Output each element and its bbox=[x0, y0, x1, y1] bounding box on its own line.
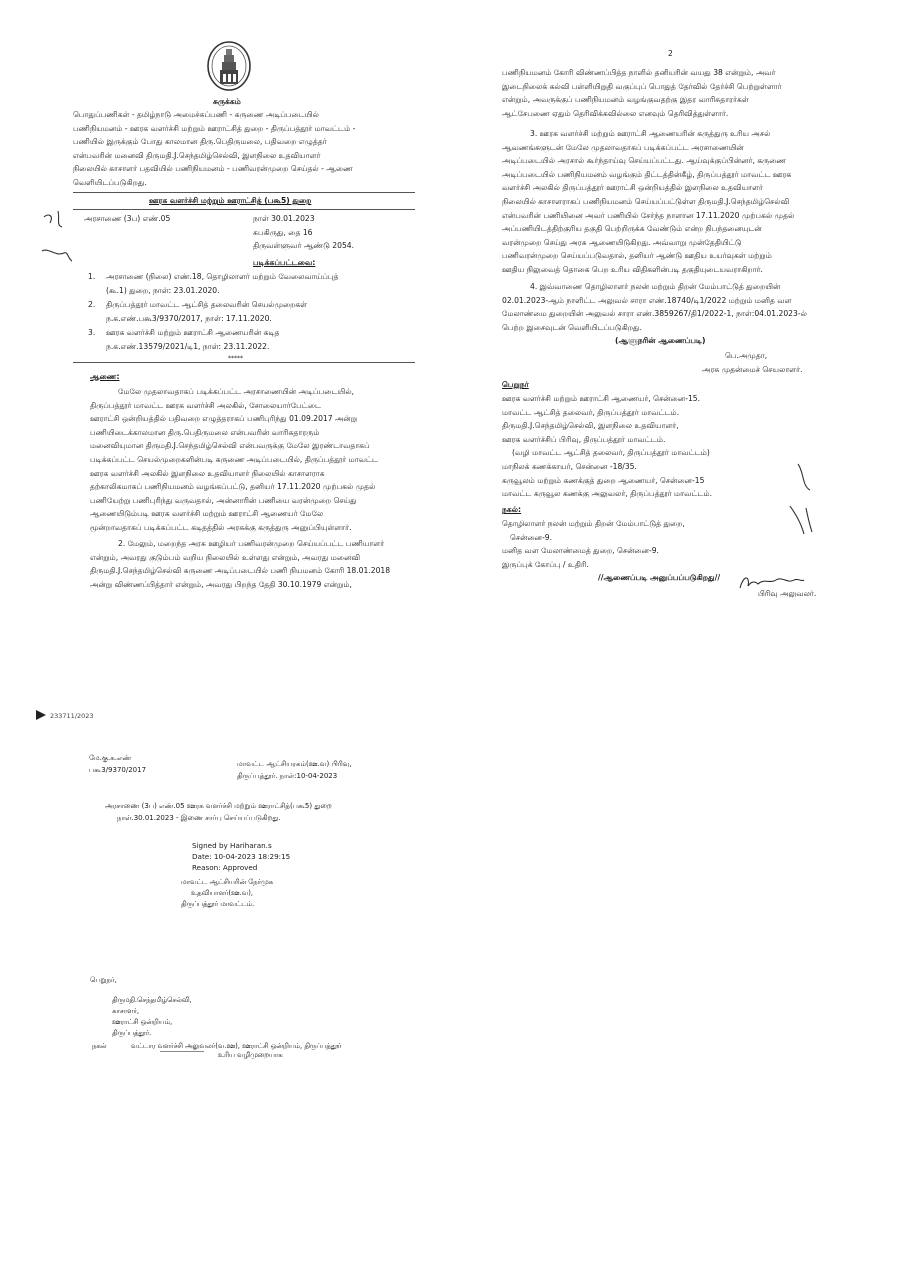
paragraph-line: திருப்பத்தூர் மாவட்ட ஊரக வளர்ச்சி அலகில், சோலையார்பேட்டை bbox=[90, 400, 322, 410]
paragraph-line: பணியிடைக்காலமான திரு.பெதிருமலை என்பவரின் வாரிசுதாரரும் bbox=[90, 427, 320, 437]
copy-line: உரிய வழிமுறையாக bbox=[218, 1051, 283, 1059]
paragraph-line: ஆட்சேபணை ஏதும் தெரிவிக்கவில்லை எனவும் தெரிவித்துள்ளார். bbox=[502, 108, 729, 118]
department-title: ஊரக வளர்ச்சி மற்றும் ஊராட்சித் (பகூ5) துறை bbox=[149, 196, 312, 205]
handwritten-mark-icon bbox=[38, 207, 74, 267]
paragraph-line: மூன்றாவதாகப் படிக்கப்பட்ட கடிதத்தில் அரசுக்கு கருத்துரு அனுப்பியுள்ளார். bbox=[90, 522, 352, 532]
paragraph-line: அன்று விண்ணப்பித்தார் என்றும், அவரது பிறந்த தேதி 30.10.1979 என்றும், bbox=[90, 579, 352, 589]
for-block bbox=[181, 877, 273, 910]
recipient-line: ஊரக வளர்ச்சி மற்றும் ஊராட்சி ஆணையர், சென்னை-15. bbox=[502, 394, 701, 403]
reference-number: 1. bbox=[88, 272, 96, 281]
summary-heading: சுருக்கம் bbox=[213, 97, 241, 106]
subject-line: அரசாணை (3ப) எண்.05 ஊரக வளர்ச்சி மற்றும் ஊராட்சித்(பகூ5) துறை bbox=[105, 802, 332, 810]
subject-block bbox=[105, 800, 332, 824]
paragraph-line: ஆவணங்களுடன் மேலே முதலாவதாகப் படிக்கப்பட்ட அரசாணையின் bbox=[502, 142, 744, 152]
divider bbox=[73, 209, 415, 210]
recipient-line: கருவூலம் மற்றும் கணக்குத் துறை ஆணையர், சென்னை-15 bbox=[502, 475, 705, 485]
recipient-line: (வழி மாவட்ட ஆட்சித் தலைவர், திருப்பத்தூர் மாவட்டம்) bbox=[512, 448, 710, 458]
summary-block bbox=[73, 108, 415, 190]
reference-line: ந.க.எண்.பகூ3/9370/2017, நாள்: 17.11.2020. bbox=[106, 313, 272, 323]
reference-line: திருப்பத்தூர் மாவட்ட ஆட்சித் தலைவரின் செயல்முறைகள் bbox=[106, 300, 308, 310]
summary-line: பணிநியமனம் - ஊரக வளர்ச்சி மற்றும் ஊராட்சித் துறை - திருப்பத்தூர் மாவட்டம் - bbox=[73, 123, 356, 133]
reference-item bbox=[88, 298, 414, 325]
order-heading: ஆணை: bbox=[90, 372, 120, 381]
paragraph-line: தற்காலிகமாகப் பணிநியமனம் வழங்கப்பட்டு, தனியர் 17.11.2020 முற்பகல் முதல் bbox=[90, 482, 376, 492]
divider bbox=[73, 192, 415, 193]
signature-line: Signed by Hariharan.s bbox=[192, 841, 272, 850]
reference-block bbox=[89, 752, 146, 776]
paragraph-line: திருமதி.J.செந்தமிழ்செல்வி கருணை அடிப்படையில் பணி நியமனம் கோரி 18.01.2018 bbox=[90, 566, 391, 576]
separator: ***** bbox=[228, 355, 243, 362]
paragraph-line: 02.01.2023-ஆம் நாளிட்ட அலுவல் சாரா எண்.18740/டி1/2022 மற்றும் மனித வள bbox=[502, 295, 792, 305]
paragraph-line: பணியேற்று பணிபுரிந்து வருவதால், அன்னாரின் பணியை வரன்முறை செய்து bbox=[90, 495, 357, 505]
reference-item bbox=[88, 326, 414, 353]
paragraph-line: ஊரக வளர்ச்சி அலகில் இளநிலை உதவியாளர் நிலையில் காசாளராக bbox=[90, 468, 325, 478]
reference-line: அரசாணை (நிலை) எண்.18, தொழிலாளர் மற்றும் வேலைவாய்ப்புத் bbox=[106, 272, 339, 281]
paragraph-line: மேலாண்மை துறையின் அலுவல் சாரா எண்.3859267/தி1/2022-1, நாள்:04.01.2023-ல் bbox=[502, 309, 807, 319]
reference-line: ந.க.எண்.13579/2021/டி1, நாள்: 23.11.2022. bbox=[106, 341, 270, 351]
recipient-line: மாவட்ட ஆட்சித் தலைவர், திருப்பத்தூர் மாவட்டம். bbox=[502, 407, 680, 417]
reference-number: பகூ3/9370/2017 bbox=[89, 766, 147, 774]
for-line: திருப்பத்தூர் மாவட்டம். bbox=[181, 900, 255, 908]
corner-mark-icon bbox=[36, 710, 46, 720]
inward-stamp: 233711/2023 bbox=[50, 712, 94, 720]
recipient-line: ஊரக வளர்ச்சிப் பிரிவு, திருப்பத்தூர் மாவட்டம். bbox=[502, 434, 666, 444]
paragraph-line: படிக்கப்பட்ட செயல்முறைகளின்படி கருணை அடிப்படையில், திருப்பத்தூர் மாவட்ட bbox=[90, 454, 379, 464]
forwarded-by: //ஆணைப்படி அனுப்பப்படுகிறது// bbox=[598, 573, 721, 582]
paragraph-line: அடிப்படையில் அரசால் கூர்ந்தாய்வு செய்யப்பட்டது. ஆய்வுக்குப்பின்னர், கருணை bbox=[502, 156, 787, 166]
section-officer: பிரிவு அலுவலர். bbox=[758, 589, 817, 598]
continued-paragraph bbox=[502, 66, 842, 120]
summary-line: வெளியிடப்படுகிறது. bbox=[73, 177, 147, 187]
reference-line: ஊரக வளர்ச்சி மற்றும் ஊராட்சி ஆணையரின் கடித bbox=[106, 328, 280, 338]
divider bbox=[73, 362, 415, 363]
reference-prefix: மே.கு.க.எண் bbox=[89, 754, 132, 762]
copy-label: நகல் bbox=[92, 1042, 107, 1050]
paragraph-line: நிலையில் காசாளராகப் பணிநியமனம் செய்யப்பட்டுள்ள திருமதி.J.செந்தமிழ்செல்வி bbox=[502, 196, 790, 206]
paragraph-line: ஊதிய நிலுவைத் தொகை பெற உரிய விதிகளின்படி தகுதியுடையவராகிறார். bbox=[502, 264, 763, 274]
paragraph-line: வரன்முறை செய்து அரசு ஆணையிடுகிறது. அவ்வாறு முன்தேதியிட்டு bbox=[502, 237, 742, 247]
copy-line: இருப்புக் கோப்பு / உதிரி. bbox=[502, 559, 589, 569]
paragraph-line: 4. இவ்வாணை தொழிலாளர் நலன் மற்றும் திறன் மேம்பாட்டுத் துறையின் bbox=[530, 282, 781, 291]
reference-item bbox=[88, 270, 414, 297]
paragraph-line: 3. ஊரக வளர்ச்சி மற்றும் ஊராட்சி ஆணையரின் கருத்துரு உரிய அசல் bbox=[530, 129, 771, 138]
to-heading: பெறுநர், bbox=[90, 976, 117, 984]
order-paragraph-2 bbox=[90, 537, 415, 591]
governor-order: (ஆளுநரின் ஆணைப்படி) bbox=[615, 336, 706, 345]
references-list bbox=[88, 270, 414, 354]
order-tamil-date: சுபகிருது, தை 16 bbox=[253, 227, 313, 237]
paragraph-line: 2. மேலும், மறைந்த அரசு ஊழியர் பணிவரன்முறை செய்யப்பட்ட பணியாளர் bbox=[118, 539, 385, 548]
order-date: நாள் 30.01.2023 bbox=[253, 214, 315, 223]
paragraph-line: மனைவியுமான திருமதி.J.செந்தமிழ்செல்வி என்பவருக்கு மேலே இரண்டாவதாகப் bbox=[90, 441, 370, 451]
subject-line: நாள்.30.01.2023 - இணை சார்பு செய்யப்படுகிறது. bbox=[117, 814, 281, 822]
office-block bbox=[237, 758, 352, 782]
order-paragraph-1 bbox=[90, 385, 415, 535]
tamil-nadu-emblem-icon bbox=[206, 40, 252, 92]
to-line: திருப்பத்தூர். bbox=[112, 1029, 152, 1037]
thiruvalluvar-year: திருவள்ளுவர் ஆண்டு 2054. bbox=[253, 241, 355, 251]
summary-line: என்பவரின் மனைவி திருமதி.J.செந்தமிழ்செல்வி, இளநிலை உதவியாளர் bbox=[73, 150, 321, 160]
recipients-heading: பெறுநர் bbox=[502, 380, 529, 389]
handwritten-note-icon bbox=[780, 460, 820, 540]
divider bbox=[160, 1051, 204, 1052]
read-heading: படிக்கப்பட்டவை: bbox=[253, 258, 316, 267]
digital-signature-block bbox=[192, 840, 290, 873]
order-number: அரசாணை (3ப) எண்.05 bbox=[84, 214, 171, 223]
copy-line: வட்டார வளர்ச்சி அலுவலர்(வ.ஊ), ஊராட்சி ஒன்றியம், திருப்பத்தூர் bbox=[131, 1042, 342, 1050]
paragraph-3 bbox=[502, 127, 842, 277]
recipient-line: திருமதி.J.செந்தமிழ்செல்வி, இளநிலை உதவியாளர், bbox=[502, 421, 679, 431]
order-date-block bbox=[253, 212, 354, 253]
summary-line: நிலையில் காசாளர் பதவியில் பணிநியமனம் - பணிவரன்முறை செய்தல் - ஆணை bbox=[73, 164, 353, 174]
paragraph-line: பணிவரன்முறை செய்யப்படுவதால், தனியர் ஆண்டு ஊதிய உயர்வுகள் மற்றும் bbox=[502, 251, 772, 261]
reference-line: (கூ.1) துறை, நாள்: 23.01.2020. bbox=[106, 285, 220, 295]
paragraph-line: என்பவரின் பணியினை அவர் பணியில் சேர்ந்த நாளான 17.11.2020 முற்பகல் முதல் bbox=[502, 210, 795, 220]
paragraph-line: ஆணையிடும்படி ஊரக வளர்ச்சி மற்றும் ஊராட்சி ஆணையர் மேலே bbox=[90, 509, 324, 519]
paragraph-line: அடிப்படையில் பணிநியமனம் வழங்கும் திட்டத்தின்கீழ், திருப்பத்தூர் மாவட்ட ஊரக bbox=[502, 169, 792, 179]
copy-line: தொழிலாளர் நலன் மற்றும் திறன் மேம்பாட்டுத் துறை, bbox=[502, 519, 685, 528]
paragraph-line: என்றும், அவரது குடும்பம் வறிய நிலையில் உள்ளது என்றும், அவரது மனைவி bbox=[90, 552, 361, 562]
paragraph-line: ஊராட்சி ஒன்றியத்தில் பதிவறை எழுத்தராகப் பணிபுரிந்து 01.09.2017 அன்று bbox=[90, 414, 358, 424]
paragraph-line: என்றும், அவருக்குப் பணிநியமனம் வழங்குவதற்கு இதர வாரிசுதாரர்கள் bbox=[502, 95, 749, 105]
summary-line: பணியில் இருக்கும் போது காலமான திரு.பெதிருமலை, பதிவறை எழுத்தர் bbox=[73, 137, 327, 147]
reference-number: 2. bbox=[88, 300, 96, 310]
signatory-name: பெ.அமுதா, bbox=[725, 351, 768, 360]
paragraph-line: பணிநியமனம் கோரி விண்ணப்பித்த நாளில் தனியரின் வயது 38 என்றும், அவர் bbox=[502, 68, 776, 77]
for-line: மாவட்ட ஆட்சியரின் நேர்முக bbox=[181, 878, 273, 886]
recipient-line: மாவட்ட கருவூல கணக்கு அலுவலர், திருப்பத்தூர் மாவட்டம். bbox=[502, 489, 712, 499]
place-date: திருப்பத்தூர். நாள்:10-04-2023 bbox=[237, 772, 338, 780]
to-line: காசாளர், bbox=[112, 1007, 140, 1015]
signature-line: Reason: Approved bbox=[192, 863, 258, 872]
paragraph-line: வளர்ச்சி அலகில் திருப்பத்தூர் ஊராட்சி ஒன்றியத்தில் இளநிலை உதவியாளர் bbox=[502, 183, 763, 193]
to-line: ஊராட்சி ஒன்றியம், bbox=[112, 1018, 173, 1026]
signatory-title: அரசு முதன்மைச் செயலாளர். bbox=[702, 365, 803, 374]
copy-line: சென்னை-9. bbox=[510, 532, 553, 542]
page-number: 2 bbox=[668, 49, 673, 58]
to-line: திருமதி.செந்தமிழ்செல்வி, bbox=[112, 996, 192, 1004]
for-line: உதவியாளர்(ஊ.வ), bbox=[191, 889, 254, 897]
office-name: மாவட்ட ஆட்சியரகம்(ஊ.வ) பிரிவு, bbox=[237, 760, 352, 768]
copy-line: மனித வள மேலாண்மைத் துறை, சென்னை-9. bbox=[502, 546, 659, 556]
reference-number: 3. bbox=[88, 328, 96, 338]
signature-line: Date: 10-04-2023 18:29:15 bbox=[192, 852, 291, 861]
summary-line: பொதுப்பணிகள் - தமிழ்நாடு அமைச்சுப்பணி - கருணை அடிப்படையில் bbox=[73, 110, 319, 119]
copy-heading: நகல்: bbox=[502, 505, 522, 514]
to-block bbox=[112, 995, 192, 1039]
recipient-line: மாநிலக் கணக்காயர், சென்னை -18/35. bbox=[502, 461, 637, 471]
paragraph-line: இடைநிலைக் கல்வி பள்ளியிறுதி வகுப்புப் பொதுத் தேர்வில் தேர்ச்சி பெற்றுள்ளார் bbox=[502, 81, 782, 91]
paragraph-line: பெற்ற இசைவுடன் வெளியிடப்படுகிறது. bbox=[502, 322, 643, 332]
paragraph-line: மேலே முதலாவதாகப் படிக்கப்பட்ட அரசாணையின் அடிப்படையில், bbox=[118, 387, 355, 396]
paragraph-line: அப்பணியிடத்திற்குரிய தகுதி பெற்றிருக்க வேண்டும் என்ற நிபந்தனையுடன் bbox=[502, 224, 762, 234]
paragraph-4 bbox=[502, 280, 842, 334]
